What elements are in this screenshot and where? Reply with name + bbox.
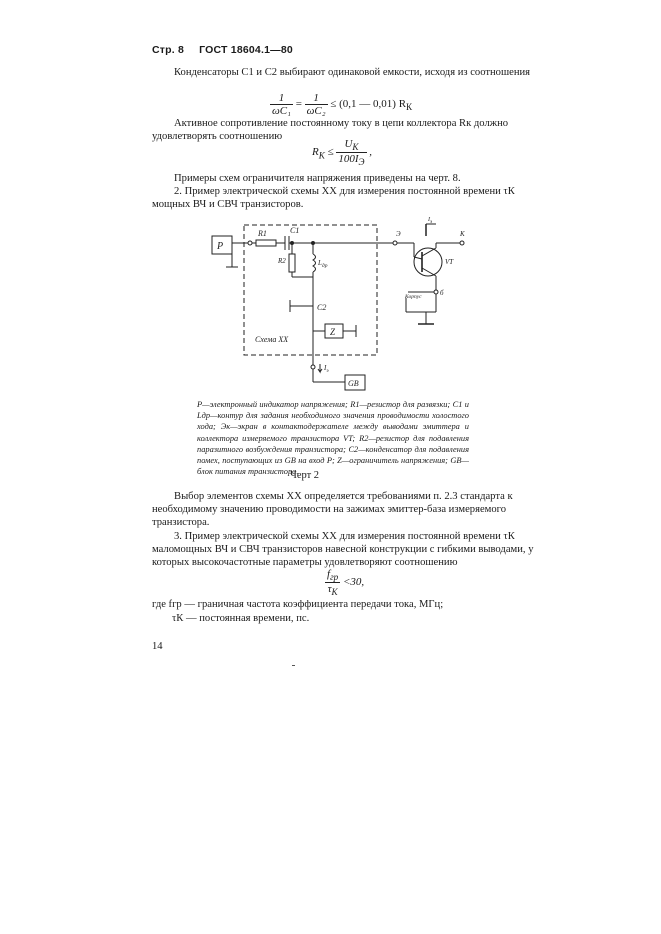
eq2-den: 100I — [338, 153, 359, 166]
eq2-den-sub: Э — [358, 157, 365, 168]
label-k: К — [460, 230, 465, 238]
current-arrow-ie — [318, 364, 322, 372]
label-screen: $I_э$ — [428, 217, 433, 225]
terminal-k — [460, 241, 464, 245]
eq1-num1: 1 — [270, 92, 293, 105]
eq2-op: ≤ — [324, 146, 337, 159]
wire-seg — [422, 268, 436, 276]
page-number: 14 — [152, 641, 163, 652]
eq1-rhs: ≤ (0,1 — 0,01) R — [330, 98, 407, 111]
paragraph-1: Конденсаторы C1 и C2 выбирают одинаковой емкости, исходя из соотношения — [174, 67, 531, 78]
eq2-lhs: R — [312, 146, 319, 159]
paragraph-5: Выбор элементов схемы XX определяется требованиями п. 2.3 стандарта к необходимому значению проводимости на зажимах эмиттер-база измеряемого транзистора. — [152, 491, 513, 529]
inductor-l — [313, 254, 316, 272]
label-p: P — [217, 241, 224, 252]
figure-title: Черт 2 — [290, 470, 320, 481]
circuit-diagram — [200, 212, 500, 397]
eq1-den2: ωC₂ — [306, 105, 326, 117]
wire-seg — [422, 248, 436, 256]
label-z: Z — [330, 327, 336, 337]
eq1-rhs-sub: К — [406, 102, 413, 113]
eq2-num: U — [344, 138, 353, 150]
page-label: Стр. 8 — [152, 44, 185, 56]
terminal-b — [434, 290, 438, 294]
eq2-lhs-sub: К — [318, 150, 325, 161]
label-b: б — [440, 289, 444, 297]
terminal-e — [393, 241, 397, 245]
eq3-den-sub: К — [331, 587, 338, 598]
paragraph-4: 2. Пример электрической схемы XX для измерения постоянной времени τК мощных ВЧ и СВЧ транзисторов. — [152, 186, 515, 211]
wire-seg — [414, 257, 422, 259]
scan-speck — [292, 665, 295, 666]
eq3-den: τ — [327, 583, 332, 596]
label-gb: GB — [348, 379, 359, 388]
label-l: $L_{др}$ — [318, 259, 328, 269]
label-holder: Корпус — [405, 294, 422, 300]
eq2-tail: , — [369, 146, 373, 159]
eq3-num-sub: гр — [330, 572, 339, 583]
paragraph-3: Примеры схем ограничителя напряжения приведены на черт. 8. — [174, 173, 461, 184]
eq3-rhs: <30, — [342, 576, 365, 589]
label-c1: C1 — [290, 226, 300, 235]
definition-1: где fгр — граничная частота коэффициента передачи тока, МГц; — [152, 599, 444, 610]
equation-1 — [270, 92, 412, 117]
label-r1: R1 — [258, 229, 267, 238]
label-r2: R2 — [278, 257, 286, 265]
eq2-num-sub: К — [352, 142, 359, 153]
terminal-gb — [311, 365, 315, 369]
terminal-in — [248, 241, 252, 245]
label-vt: VT — [445, 258, 454, 266]
paragraph-2: Активное сопротивление постоянному току в цепи коллектора Rк должно удовлетворять соотношению — [152, 118, 509, 143]
page-header — [152, 44, 305, 56]
equation-3 — [325, 568, 364, 597]
paragraph-6: 3. Пример электрической схемы XX для измерения постоянной времени τК маломощных ВЧ и СВЧ транзисторов навесной конструкции с гибкими выводами, у которых высокочастотные параметры удовлетворяют соотношению — [152, 531, 534, 569]
equation-2 — [312, 138, 372, 167]
resistor-r2 — [289, 254, 295, 272]
resistor-r1 — [256, 240, 276, 246]
label-e: Э — [396, 230, 401, 238]
eq3-num: f — [327, 568, 331, 580]
definition-2: τК — постоянная времени, пс. — [172, 613, 310, 624]
label-scheme: Схема XX — [255, 335, 289, 344]
label-c2: C2 — [317, 303, 327, 312]
eq1-den1: ωC₁ — [272, 105, 291, 117]
figure-caption: P—электронный индикатор напряжения; R1—резистор для развязки; C1 и Lдр—контур для задания необходимого значения проводимости холостого хода; Эк—экран в контактодержателе между выводами эмиттера и коллектора измеряемого транзистора VT; R2—резистор для подавления паразитного возбуждения транзистора; C2—конденсатор для подавления помех, поступающих из GB на вход P; Z—ограничитель напряжения; GB—блок питания транзистора. — [197, 400, 469, 477]
eq1-equals: = — [295, 98, 302, 111]
label-ie: $I_э$ — [324, 364, 329, 374]
eq1-num2: 1 — [305, 92, 328, 105]
standard-label: ГОСТ 18604.1—80 — [199, 44, 293, 56]
